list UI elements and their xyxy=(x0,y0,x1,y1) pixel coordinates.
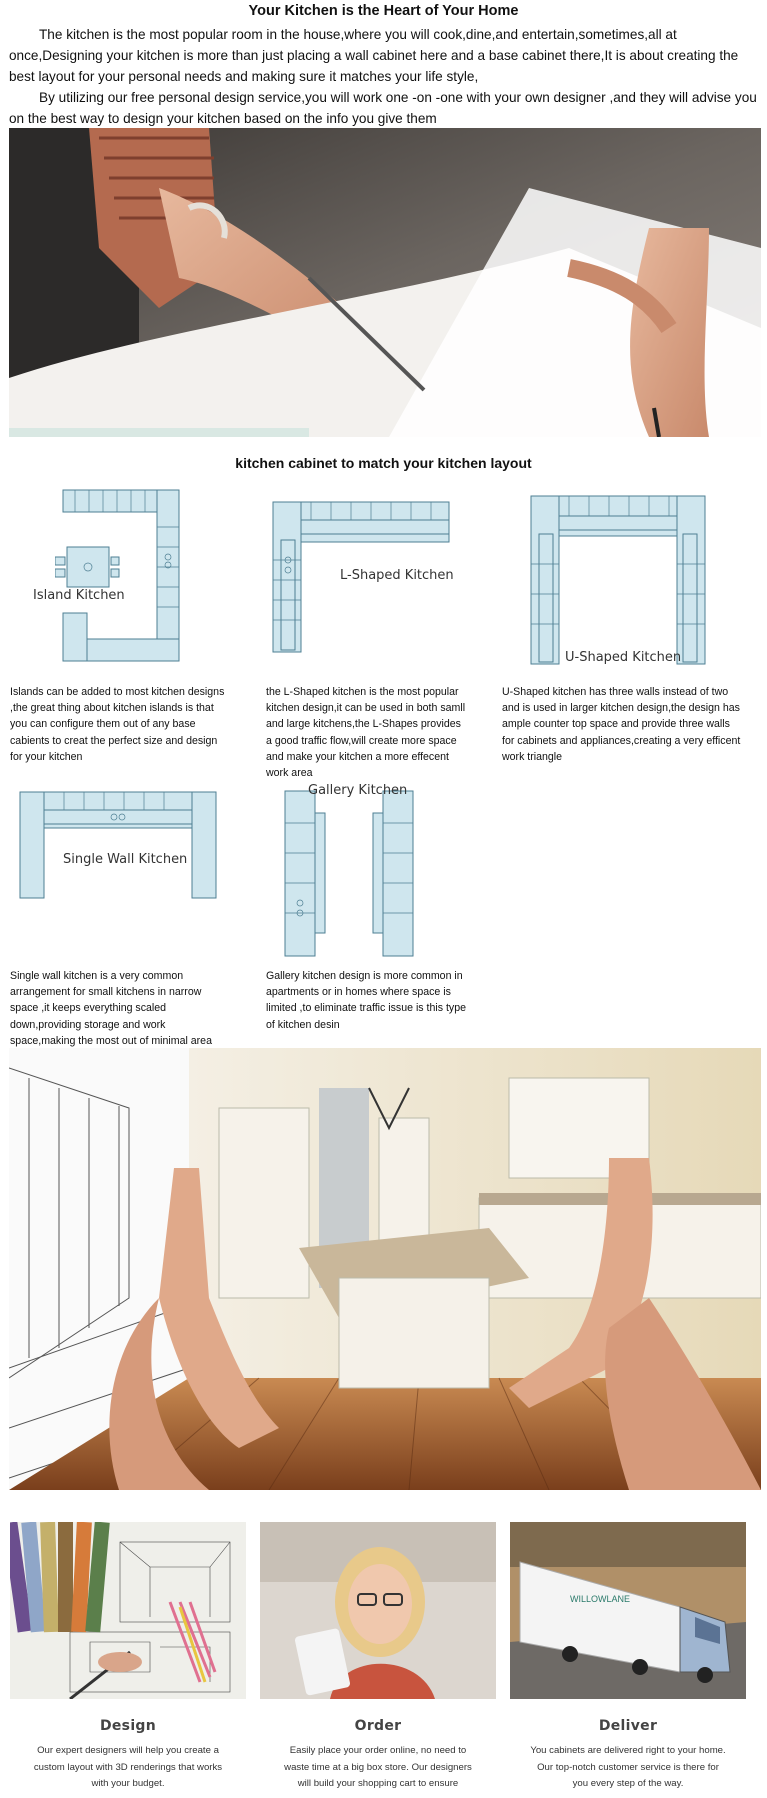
gallery-kitchen-drawing xyxy=(283,783,433,958)
island-kitchen-description: Islands can be added to most kitchen designs ,the great thing about kitchen islands is that you can configure them out of any base cabients to creat the perfect size and design for your kitchen xyxy=(10,686,225,763)
deliver-text: You cabinets are delivered right to your home. Our top-notch customer service is there for you every step of the way. xyxy=(530,1745,726,1789)
island-kitchen-plan xyxy=(33,487,185,669)
kitchen-sketch-photo xyxy=(9,1048,761,1490)
single-wall-kitchen-plan xyxy=(18,790,218,900)
order-text: Easily place your order online, no need to waste time at a big box store. Our designers will build your shopping cart to ensure xyxy=(284,1745,472,1789)
l-shaped-kitchen-label: L-Shaped Kitchen xyxy=(340,568,454,583)
l-shaped-kitchen-description: the L-Shaped kitchen is the most popular kitchen design,it can be used in both samll and large kitchens,the L-Shapes provides a good traffic flow,will create more space and make your kitchen a more effecent work area xyxy=(266,686,466,780)
intro-paragraph-2: By utilizing our free personal design service,you will work one -on -one with your own designer ,and they will advise you on the best way to design your kitchen based on the info you give them xyxy=(9,90,757,126)
order-photo xyxy=(260,1522,496,1699)
island-kitchen-drawing xyxy=(55,487,185,669)
u-shaped-kitchen-label: U-Shaped Kitchen xyxy=(565,650,682,665)
design-text: Our expert designers will help you create a custom layout with 3D renderings that works with your budget. xyxy=(33,1745,223,1789)
deliver-photo xyxy=(510,1522,746,1699)
single-wall-kitchen-label: Single Wall Kitchen xyxy=(63,852,188,867)
u-shaped-kitchen-drawing xyxy=(529,494,707,669)
order-title: Order xyxy=(354,1718,402,1734)
u-shaped-kitchen-description: U-Shaped kitchen has three walls instead of two and is used in larger kitchen design,the design has ample counter top space and provide three walls for cabinets and appliances,creating a very efficent work triangle xyxy=(502,686,741,763)
intro-text xyxy=(9,24,761,129)
design-photo xyxy=(10,1522,246,1699)
intro-paragraph-1: The kitchen is the most popular room in the house,where you will cook,dine,and entertain,sometimes,all at once,Designing your kitchen is more than just placing a wall cabinet here and a base cabinet there,It is about creating the best layout for your personal needs and making sure it matches your life style, xyxy=(9,27,739,84)
single-wall-kitchen-description: Single wall kitchen is a very common arrangement for small kitchens in narrow space ,it keeps everything scaled down,providing storage and work space,making the most out of minimal area xyxy=(10,970,212,1047)
page-title: Your Kitchen is the Heart of Your Home xyxy=(248,3,519,19)
l-shaped-kitchen-plan xyxy=(271,500,454,655)
design-title: Design xyxy=(99,1718,157,1734)
single-wall-kitchen-drawing xyxy=(18,790,218,900)
island-kitchen-label: Island Kitchen xyxy=(33,588,125,603)
u-shaped-kitchen-plan xyxy=(529,494,707,669)
layouts-heading: kitchen cabinet to match your kitchen layout xyxy=(235,455,532,471)
truck-logo-text: WILLOWLANE xyxy=(570,1594,631,1604)
gallery-kitchen-plan xyxy=(283,783,433,958)
gallery-kitchen-description: Gallery kitchen design is more common in apartments or in homes where space is limited ,to eliminate traffic issue is this type of kitchen desin xyxy=(266,970,466,1031)
hero-photo-designing xyxy=(9,128,761,437)
gallery-kitchen-label: Gallery Kitchen xyxy=(308,783,408,798)
deliver-title: Deliver xyxy=(598,1718,658,1734)
